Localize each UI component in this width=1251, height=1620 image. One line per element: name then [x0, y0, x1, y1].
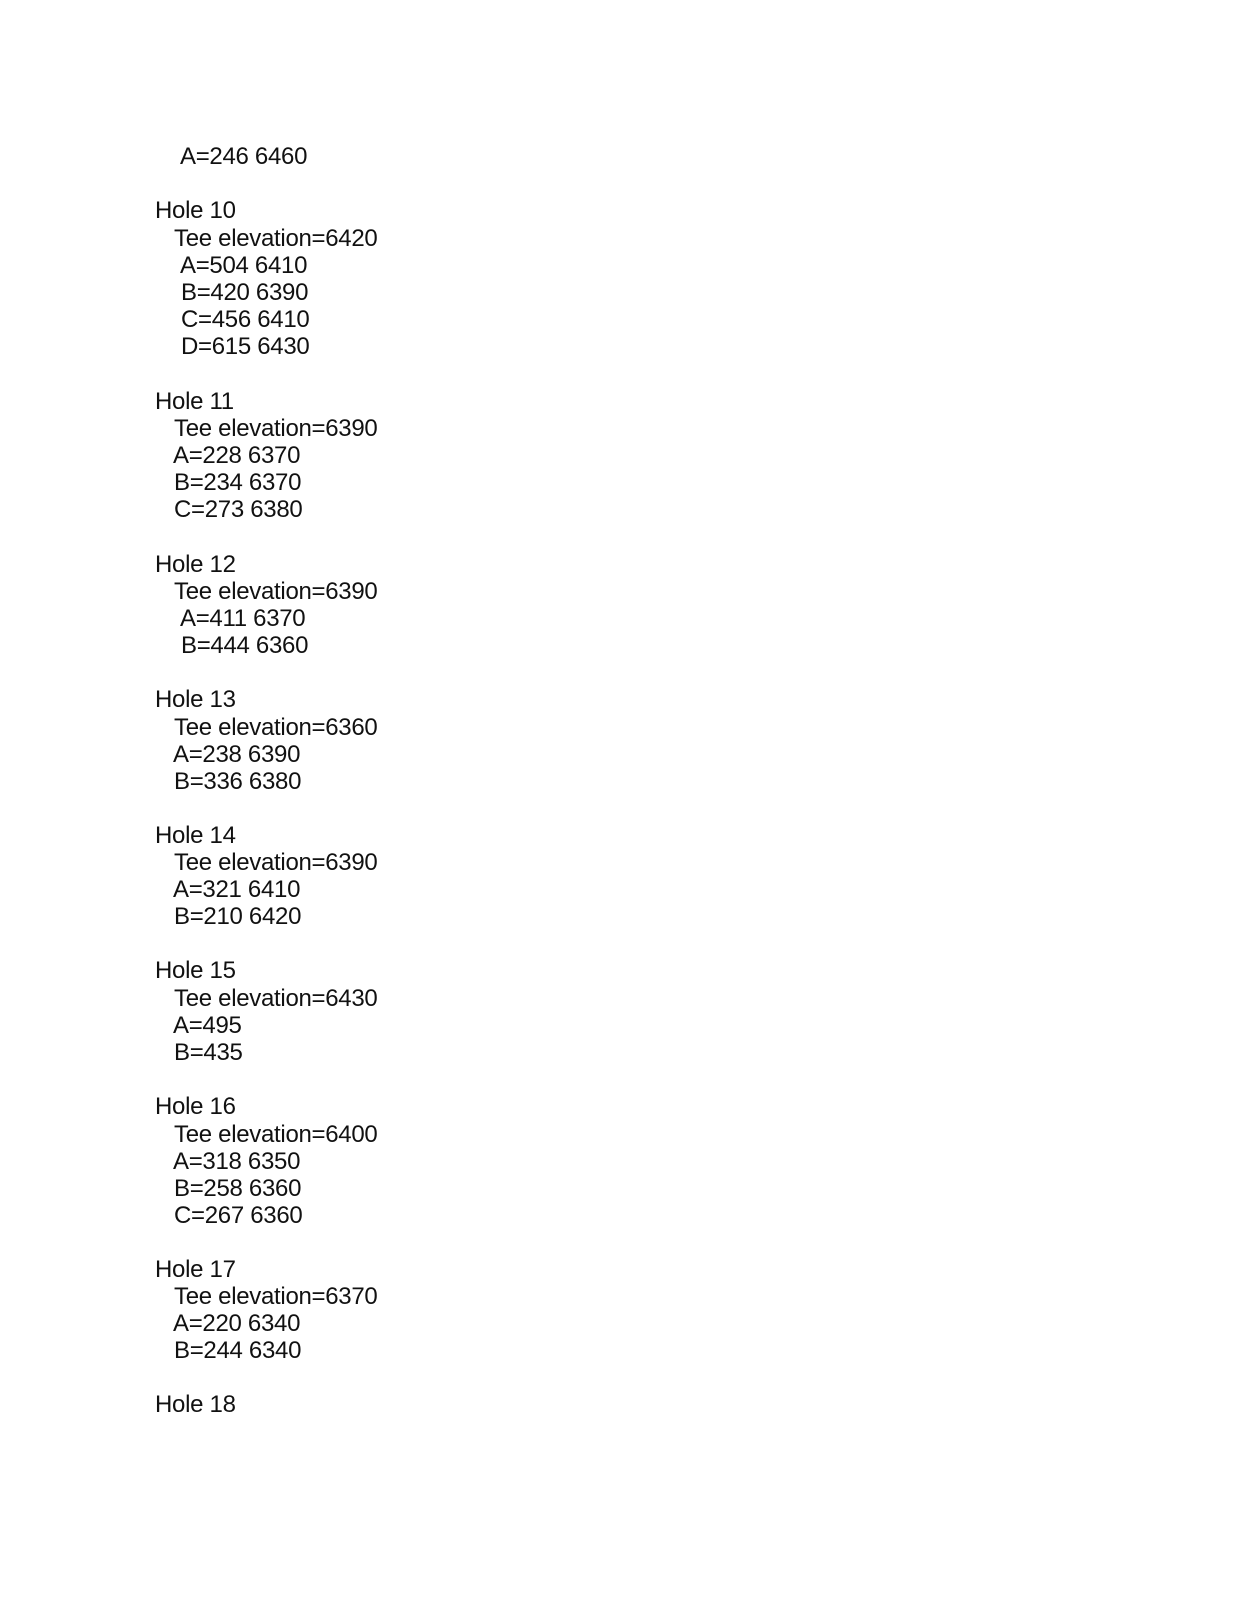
hole-13-entry-b: B=336 6380	[174, 768, 302, 795]
hole-13-entry-a: A=238 6390	[173, 741, 301, 768]
hole-10-title: Hole 10	[155, 197, 236, 224]
hole-15-entry-a: A=495	[173, 1012, 242, 1039]
hole-16-entry-a: A=318 6350	[173, 1148, 301, 1175]
hole-15-tee: Tee elevation=6430	[174, 985, 378, 1012]
hole-13-tee: Tee elevation=6360	[174, 714, 378, 741]
hole-17-entry-b: B=244 6340	[174, 1337, 302, 1364]
hole-16-tee: Tee elevation=6400	[174, 1121, 378, 1148]
hole-10-entry-b: B=420 6390	[181, 279, 309, 306]
hole-15-title: Hole 15	[155, 957, 236, 984]
hole-11-tee: Tee elevation=6390	[174, 415, 378, 442]
hole-11-entry-b: B=234 6370	[174, 469, 302, 496]
hole-15-entry-b: B=435	[174, 1039, 243, 1066]
hole-10-entry-c: C=456 6410	[181, 306, 310, 333]
hole-10-entry-a: A=504 6410	[180, 252, 308, 279]
carryover-entry: A=246 6460	[180, 143, 308, 170]
hole-16-title: Hole 16	[155, 1093, 236, 1120]
hole-14-title: Hole 14	[155, 822, 236, 849]
hole-16-entry-b: B=258 6360	[174, 1175, 302, 1202]
hole-11-title: Hole 11	[155, 388, 234, 415]
hole-14-entry-b: B=210 6420	[174, 903, 302, 930]
hole-17-entry-a: A=220 6340	[173, 1310, 301, 1337]
hole-11-entry-a: A=228 6370	[173, 442, 301, 469]
hole-14-tee: Tee elevation=6390	[174, 849, 378, 876]
hole-14-entry-a: A=321 6410	[173, 876, 301, 903]
hole-12-tee: Tee elevation=6390	[174, 578, 378, 605]
hole-18-title: Hole 18	[155, 1391, 236, 1418]
hole-10-tee: Tee elevation=6420	[174, 225, 378, 252]
hole-17-title: Hole 17	[155, 1256, 236, 1283]
hole-12-title: Hole 12	[155, 551, 236, 578]
hole-17-tee: Tee elevation=6370	[174, 1283, 378, 1310]
hole-11-entry-c: C=273 6380	[174, 496, 303, 523]
hole-16-entry-c: C=267 6360	[174, 1202, 303, 1229]
hole-10-entry-d: D=615 6430	[181, 333, 310, 360]
hole-12-entry-b: B=444 6360	[181, 632, 309, 659]
hole-12-entry-a: A=411 6370	[180, 605, 306, 632]
hole-13-title: Hole 13	[155, 686, 236, 713]
